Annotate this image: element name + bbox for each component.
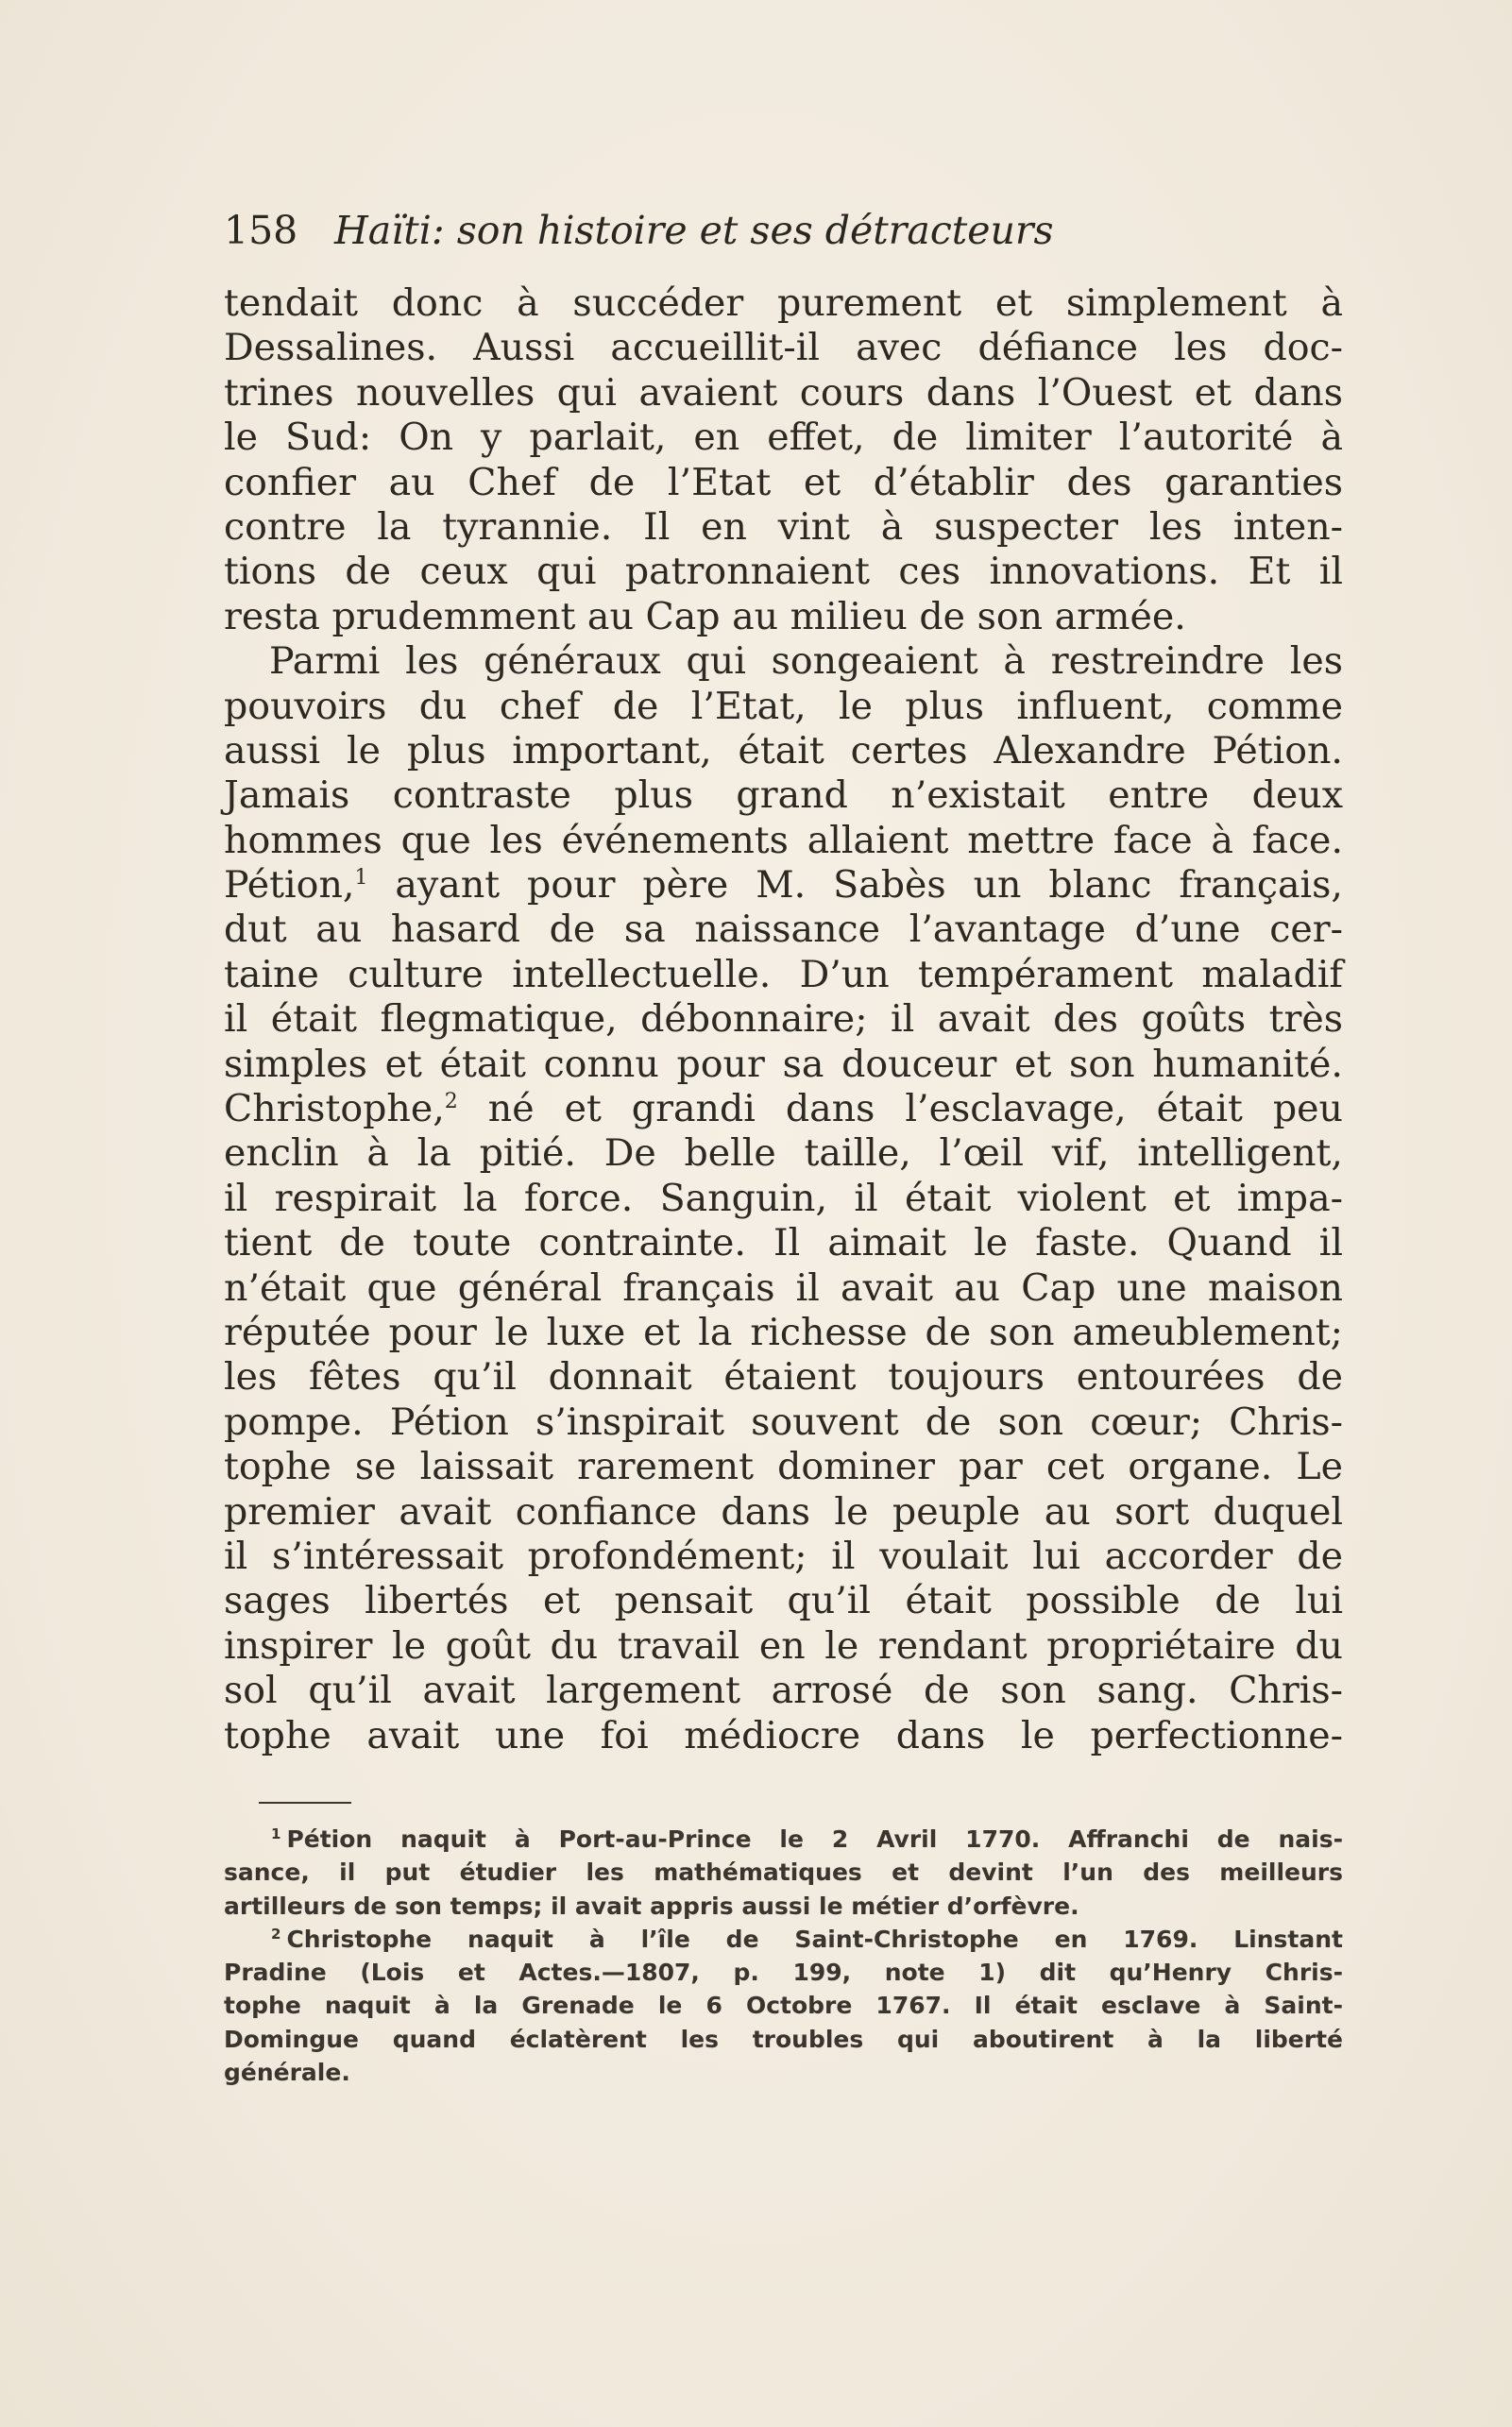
text-line xyxy=(224,863,1343,908)
text-line: simples et était connu pour sa douceur et son humanité. xyxy=(224,1042,1343,1086)
footnotes xyxy=(224,1823,1343,2089)
footnote-line: Pradine (Lois et Actes.—1807, p. 199, note 1) dit qu’Henry Chris- xyxy=(224,1959,1343,1987)
name-christophe: Christophe, xyxy=(224,1087,445,1131)
footnote-text: Christophe naquit à l’île de Saint-Christophe en 1769. Linstant xyxy=(286,1925,1343,1953)
text-line: Parmi les généraux qui songeaient à restreindre les xyxy=(269,639,1343,684)
name-petion: Pétion, xyxy=(224,863,355,908)
text-line: sol qu’il avait largement arrosé de son sang. Chris- xyxy=(224,1669,1343,1713)
text-line: dut au hasard de sa naissance l’avantage d’une cer- xyxy=(224,908,1343,952)
page-number: 158 xyxy=(224,208,298,253)
footnote-marker-2: 2 xyxy=(271,1925,281,1943)
text-line: pompe. Pétion s’inspirait souvent de son cœur; Chris- xyxy=(224,1400,1343,1444)
text-line: resta prudemment au Cap au milieu de son armée. xyxy=(224,594,1186,638)
text-line: confier au Chef de l’Etat et d’établir des garanties xyxy=(224,460,1343,504)
text-line: le Sud: On y parlait, en effet, de limiter l’autorité à xyxy=(224,416,1343,460)
page-header xyxy=(224,202,1343,259)
footnote-marker-1: 1 xyxy=(271,1825,281,1842)
text-line: sages libertés et pensait qu’il était possible de lui xyxy=(224,1579,1343,1623)
text-line: contre la tyrannie. Il en vint à suspecter les inten- xyxy=(224,504,1343,549)
text-line: pouvoirs du chef de l’Etat, le plus influent, comme xyxy=(224,684,1343,728)
text-line: il respirait la force. Sanguin, il était violent et impa- xyxy=(224,1176,1343,1220)
text-line: tendait donc à succéder purement et simplement à xyxy=(224,281,1343,325)
text-line: il était flegmatique, débonnaire; il avait des goûts très xyxy=(224,997,1343,1042)
text-line: enclin à la pitié. De belle taille, l’œil vif, intelligent, xyxy=(224,1131,1343,1176)
running-title: Haïti: son histoire et ses détracteurs xyxy=(334,208,1054,253)
text-line: les fêtes qu’il donnait étaient toujours entourées de xyxy=(224,1355,1343,1400)
footnote-ref-1[interactable]: 1 xyxy=(354,866,368,891)
text-line: premier avait confiance dans le peuple au sort duquel xyxy=(224,1489,1343,1534)
text-line: Dessalines. Aussi accueillit-il avec défiance les doc- xyxy=(224,326,1343,370)
footnote-line: Domingue quand éclatèrent les troubles qui aboutirent à la liberté xyxy=(224,2025,1343,2053)
text-line: Jamais contraste plus grand n’existait entre deux xyxy=(224,773,1343,818)
text-line xyxy=(224,1087,1343,1131)
text-line: n’était que général français il avait au Cap une maison xyxy=(224,1265,1343,1310)
footnote-line: générale. xyxy=(224,2059,350,2087)
footnote-line xyxy=(224,1923,1343,1956)
text-line: aussi le plus important, était certes Alexandre Pétion. xyxy=(224,728,1343,772)
text-line: tions de ceux qui patronnaient ces innovations. Et il xyxy=(224,550,1343,594)
footnote-divider xyxy=(259,1802,351,1804)
footnote-line: sance, il put étudier les mathématiques et devint l’un des meilleurs xyxy=(224,1858,1343,1887)
footnote-line: artilleurs de son temps; il avait appris aussi le métier d’orfèvre. xyxy=(224,1892,1079,1920)
footnote-ref-2[interactable]: 2 xyxy=(444,1090,458,1114)
text-line: tient de toute contrainte. Il aimait le faste. Quand il xyxy=(224,1221,1343,1265)
text-line: taine culture intellectuelle. D’un tempérament maladif xyxy=(224,952,1343,996)
line-rest: ayant pour père M. Sabès un blanc français, xyxy=(395,863,1343,908)
line-rest: né et grandi dans l’esclavage, était peu xyxy=(487,1087,1344,1131)
footnote-text: Pétion naquit à Port-au-Prince le 2 Avril 1770. Affranchi de nais- xyxy=(286,1825,1343,1853)
body-text xyxy=(224,281,1343,1758)
footnote-line xyxy=(224,1823,1343,1856)
text-line: tophe se laissait rarement dominer par cet organe. Le xyxy=(224,1445,1343,1489)
footnote-line: tophe naquit à la Grenade le 6 Octobre 1767. Il était esclave à Saint- xyxy=(224,1992,1343,2020)
text-line: trines nouvelles qui avaient cours dans l’Ouest et dans xyxy=(224,370,1343,415)
text-line: réputée pour le luxe et la richesse de son ameublement; xyxy=(224,1310,1343,1354)
text-line: hommes que les événements allaient mettre face à face. xyxy=(224,818,1343,862)
text-line: inspirer le goût du travail en le rendant propriétaire du xyxy=(224,1623,1343,1668)
text-line: il s’intéressait profondément; il voulait lui accorder de xyxy=(224,1534,1343,1578)
text-line: tophe avait une foi médiocre dans le perfectionne- xyxy=(224,1713,1343,1757)
